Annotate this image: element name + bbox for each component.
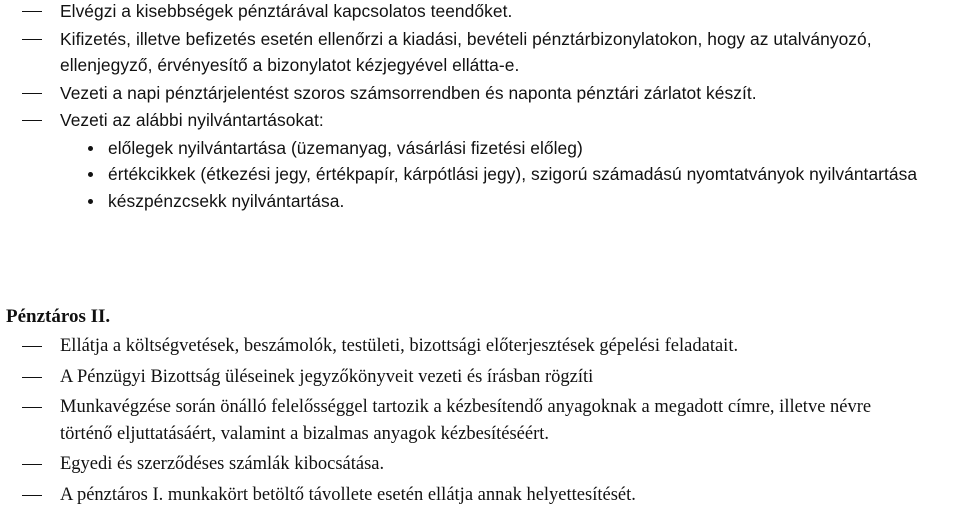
dash-marker [22,377,42,378]
dash-marker [22,495,42,496]
list-item-text: Ellátja a költségvetések, beszámolók, testületi, bizottsági előterjesztések gépelési feladatait. [60,336,738,356]
dash-marker [22,464,42,465]
bullet-marker [88,199,93,204]
bullet-item-text: előlegek nyilvántartása (üzemanyag, vásárlási fizetési előleg) [108,138,583,158]
dash-marker [22,11,42,12]
section-2-list [0,333,960,508]
dash-marker [22,39,42,40]
dash-marker [22,93,42,94]
bullet-item [0,161,960,188]
list-item [0,482,960,508]
list-item [0,333,960,360]
bullet-marker [88,146,93,151]
list-item [0,451,960,478]
list-item-text: Elvégzi a kisebbségek pénztárával kapcsolatos teendőket. [60,1,512,21]
list-item-text: Vezeti az alábbi nyilvántartásokat: [60,110,324,130]
dash-marker [22,346,42,347]
list-item [0,80,960,107]
list-item-text: Egyedi és szerződéses számlák kibocsátása. [60,454,384,474]
bullet-item [0,135,960,162]
dash-marker [22,120,42,121]
section-heading: Pénztáros II. [6,304,110,331]
list-item-text: Kifizetés, illetve befizetés esetén ellenőrzi a kiadási, bevételi pénztárbizonylatokon, hogy az utalványozó, ellenjegyző, érvényesítő a bizonylatot kézjegyével ellátta-e. [60,29,872,76]
list-item-text: Munkavégzése során önálló felelősséggel tartozik a kézbesítendő anyagoknak a megadott címre, illetve névre történő eljuttatásáért, valamint a bizalmas anyagok kézbesítéséért. [60,397,871,444]
list-item [0,26,960,79]
list-item-text: Vezeti a napi pénztárjelentést szoros számsorrendben és naponta pénztári zárlatot készít. [60,83,757,103]
list-item-text: A pénztáros I. munkakört betöltő távollete esetén ellátja annak helyettesítését. [60,485,636,505]
dash-marker [22,407,42,408]
list-item [0,364,960,391]
list-item [0,0,960,25]
list-item-text: A Pénzügyi Bizottság üléseinek jegyzőkönyveit vezeti és írásban rögzíti [60,367,593,387]
list-item [0,107,960,134]
bullet-item-text: értékcikkek (étkezési jegy, értékpapír, kárpótlási jegy), szigorú számadású nyomtatványok nyilvántartása [108,164,917,184]
bullet-item-text: készpénzcsekk nyilvántartása. [108,191,344,211]
bullet-marker [88,172,93,177]
bullet-item [0,188,960,215]
section-1-list [0,0,960,214]
list-item [0,394,960,447]
